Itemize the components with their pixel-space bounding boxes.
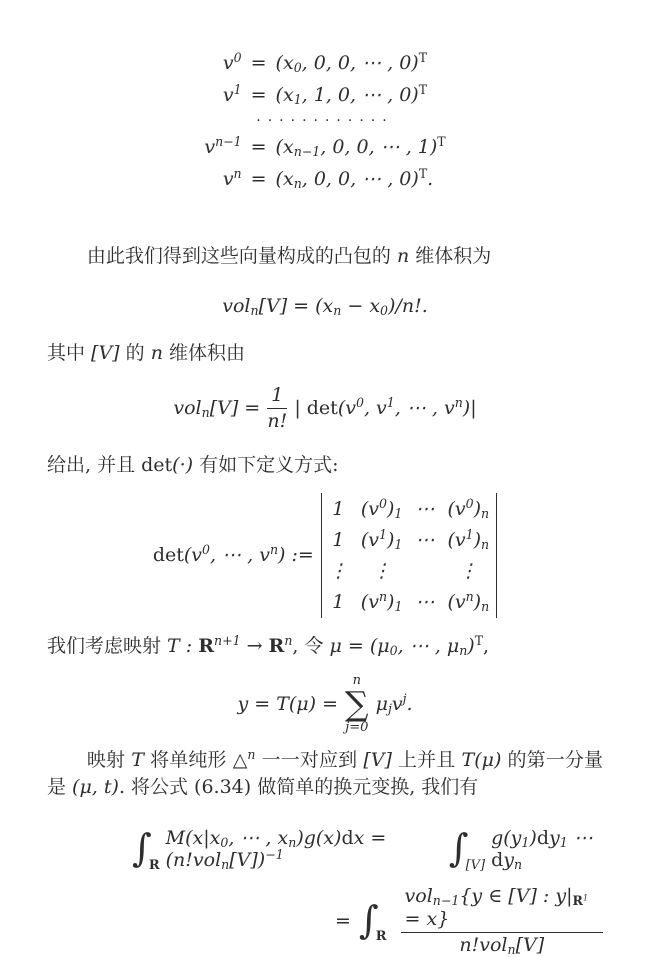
vector-v0-rhs: ($x_0$, 0, 0, ⋯ , 0)$^T$	[275, 50, 428, 76]
matrix-cell: ⋮	[328, 559, 348, 582]
equation-vectors-grid	[204, 52, 445, 190]
matrix-cell: ⋮	[458, 559, 478, 582]
sum-upper-limit: n	[352, 672, 361, 688]
integral-symbol: ∫	[448, 826, 469, 871]
vector-vn1-lhs: $v^{n-1}$	[204, 134, 242, 158]
matrix-cell: ⋯	[415, 497, 435, 520]
integral-symbol: ∫	[132, 826, 152, 871]
vector-v0-lhs: $v^0$	[222, 50, 242, 74]
matrix-cell: ⋮	[372, 559, 392, 582]
matrix-cell: $(v^0)_1$	[360, 495, 403, 521]
equation-integral-line-1	[132, 827, 603, 871]
fraction-denominator: n!vol$_n$[V]	[459, 933, 545, 957]
equation-vectors-block	[47, 50, 603, 190]
equation-volume-simple: $vol_n[V] = (x_n - x_0)/n$!.	[222, 295, 428, 319]
volume-det-left: vol$_n$[V] =	[173, 397, 261, 421]
matrix-cell: $(v^0)_n$	[447, 495, 490, 521]
summation	[345, 674, 369, 734]
determinant-matrix	[321, 493, 497, 618]
fraction	[267, 384, 287, 433]
integral-symbol: ∫	[358, 898, 379, 943]
integral-sign	[448, 826, 488, 873]
matrix-cell: $(v^n)_1$	[360, 588, 403, 614]
integral-body-left: $M(x|x_0$, ⋯ , $x_n)g(x)dx = (n!vol_n[V])^{-1}$	[165, 826, 387, 873]
integral-subscript: R	[375, 929, 387, 945]
matrix-cell: $(v^1)_1$	[360, 526, 403, 552]
vector-v1-lhs: $v^1$	[222, 82, 242, 106]
paragraph-det-definition: 给出, 并且 det(·) 有如下定义方式:	[47, 453, 339, 476]
integral-sign	[358, 898, 390, 945]
matrix-cell: ⋯	[415, 528, 435, 551]
equation-determinant	[47, 493, 603, 618]
vector-vn1-rhs: ($x_{n-1}$, 0, 0, ⋯ , 1)$^T$	[275, 134, 446, 160]
determinant-left: $\det(v^0$, ⋯ , $v^n$) :=	[152, 542, 314, 567]
equals-sign: =	[250, 52, 267, 74]
paragraph-convex-hull: 由此我们得到这些向量构成的凸包的 n 维体积为	[86, 245, 492, 267]
paragraph-simplex: 映射 T 将单纯形 △$^n$ 一一对应到 [V] 上并且 T(μ) 的第一分量是 (μ, t). 将公式 (6.34) 做简单的换元变换, 我们有	[47, 747, 603, 798]
matrix-cell: 1	[332, 590, 345, 613]
fraction-numerator: 1	[267, 384, 287, 409]
volume-det-right: | $\det(v^0$, $v^1$, ⋯ , $v^n)|$	[294, 395, 477, 420]
equation-integral-line-2	[335, 885, 603, 956]
sum-lower-limit: j=0	[345, 719, 369, 735]
matrix-cell: ⋯	[415, 590, 435, 613]
equals-sign: =	[335, 909, 351, 932]
matrix-cell: $(v^1)_n$	[447, 526, 490, 552]
equals-sign: =	[250, 136, 267, 158]
ellipsis-row: ············	[256, 113, 394, 129]
vector-vn-rhs: ($x_n$, 0, 0, ⋯ , 0)$^T$.	[275, 166, 434, 192]
fraction-numerator: vol$_{n-1}${y ∈ [V] : $y|_{R^1} = x$}	[401, 885, 603, 933]
equals-sign: =	[250, 84, 267, 106]
matrix-cell: 1	[332, 497, 345, 520]
equals-sign: =	[250, 168, 267, 190]
integral-body-right: $g(y_1)dy_1$ ⋯ $dy_n$	[491, 826, 593, 873]
sum-symbol: ∑	[345, 683, 369, 723]
sum-left: y = T(μ) =	[237, 692, 339, 715]
fraction	[401, 885, 603, 956]
integral-subscript: R	[148, 857, 160, 873]
equation-volume-det	[47, 384, 603, 433]
integral-sign	[132, 826, 163, 873]
integral-subscript: [V]	[465, 857, 486, 873]
matrix-cell: $(v^n)_n$	[447, 588, 490, 614]
vector-vn-lhs: $v^n$	[222, 166, 242, 190]
fraction-denominator: n!	[267, 409, 288, 432]
sum-right: $\mu_jv^j$.	[375, 690, 413, 716]
paragraph-mapping: 我们考虑映射 T : $R^{n+1} \to R^n$, 令 $\mu = (\mu_0$, ⋯ , $\mu_n)^T$,	[47, 632, 490, 658]
equation-sum	[47, 674, 603, 734]
paragraph-where-volume: 其中 [V] 的 n 维体积由	[47, 342, 245, 364]
vector-v1-rhs: ($x_1$, 1, 0, ⋯ , 0)$^T$	[275, 82, 428, 108]
matrix-cell: 1	[332, 528, 345, 551]
